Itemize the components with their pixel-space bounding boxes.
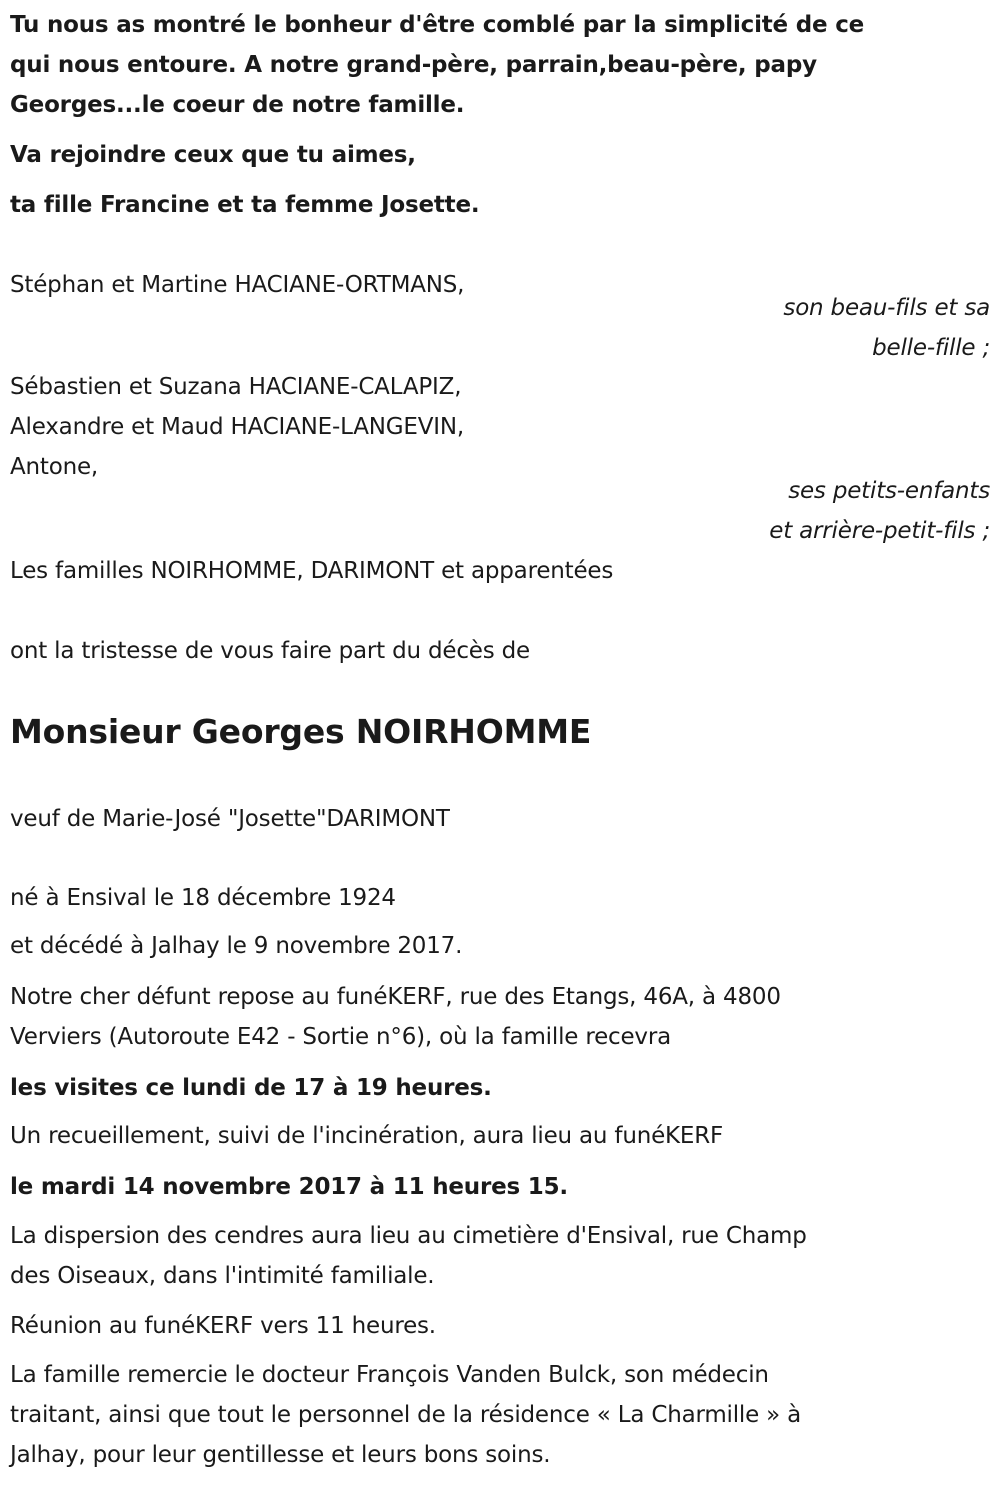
family-relation: ses petits-enfants xyxy=(788,478,990,504)
widower-of: veuf de Marie-José "Josette"DARIMONT xyxy=(10,806,450,832)
thanks-text: traitant, ainsi que tout le personnel de la résidence « La Charmille » à xyxy=(10,1402,802,1428)
repose-info: Notre cher défunt repose au funéKERF, rue des Etangs, 46A, à 4800 xyxy=(10,984,781,1010)
visits-info: les visites ce lundi de 17 à 19 heures. xyxy=(10,1075,492,1101)
deceased-name: Monsieur Georges NOIRHOMME xyxy=(10,712,592,751)
ceremony-date: le mardi 14 novembre 2017 à 11 heures 15. xyxy=(10,1174,568,1200)
repose-info: Verviers (Autoroute E42 - Sortie n°6), où la famille recevra xyxy=(10,1024,671,1050)
dedication-line: Georges...le coeur de notre famille. xyxy=(10,92,465,118)
death-info: et décédé à Jalhay le 9 novembre 2017. xyxy=(10,933,463,959)
family-member: Alexandre et Maud HACIANE-LANGEVIN, xyxy=(10,414,464,440)
announcement-text: ont la tristesse de vous faire part du décès de xyxy=(10,638,530,664)
family-relation: belle-fille ; xyxy=(872,335,990,361)
dedication-line: ta fille Francine et ta femme Josette. xyxy=(10,192,480,218)
family-relation: et arrière-petit-fils ; xyxy=(769,518,990,544)
family-member: Sébastien et Suzana HACIANE-CALAPIZ, xyxy=(10,374,462,400)
dispersion-info: des Oiseaux, dans l'intimité familiale. xyxy=(10,1263,435,1289)
family-relation: son beau-fils et sa xyxy=(783,295,990,321)
thanks-text: La famille remercie le docteur François Vanden Bulck, son médecin xyxy=(10,1362,769,1388)
birth-info: né à Ensival le 18 décembre 1924 xyxy=(10,885,396,911)
dedication-line: Tu nous as montré le bonheur d'être comblé par la simplicité de ce xyxy=(10,12,865,38)
ceremony-info: Un recueillement, suivi de l'incinération, aura lieu au funéKERF xyxy=(10,1123,724,1149)
dedication-line: qui nous entoure. A notre grand-père, parrain,beau-père, papy xyxy=(10,52,817,78)
meeting-info: Réunion au funéKERF vers 11 heures. xyxy=(10,1313,436,1339)
family-member: Stéphan et Martine HACIANE-ORTMANS, xyxy=(10,272,465,298)
family-member: Les familles NOIRHOMME, DARIMONT et apparentées xyxy=(10,558,614,584)
dispersion-info: La dispersion des cendres aura lieu au cimetière d'Ensival, rue Champ xyxy=(10,1223,807,1249)
thanks-text: Jalhay, pour leur gentillesse et leurs bons soins. xyxy=(10,1442,551,1468)
family-member: Antone, xyxy=(10,454,99,480)
dedication-line: Va rejoindre ceux que tu aimes, xyxy=(10,142,416,168)
